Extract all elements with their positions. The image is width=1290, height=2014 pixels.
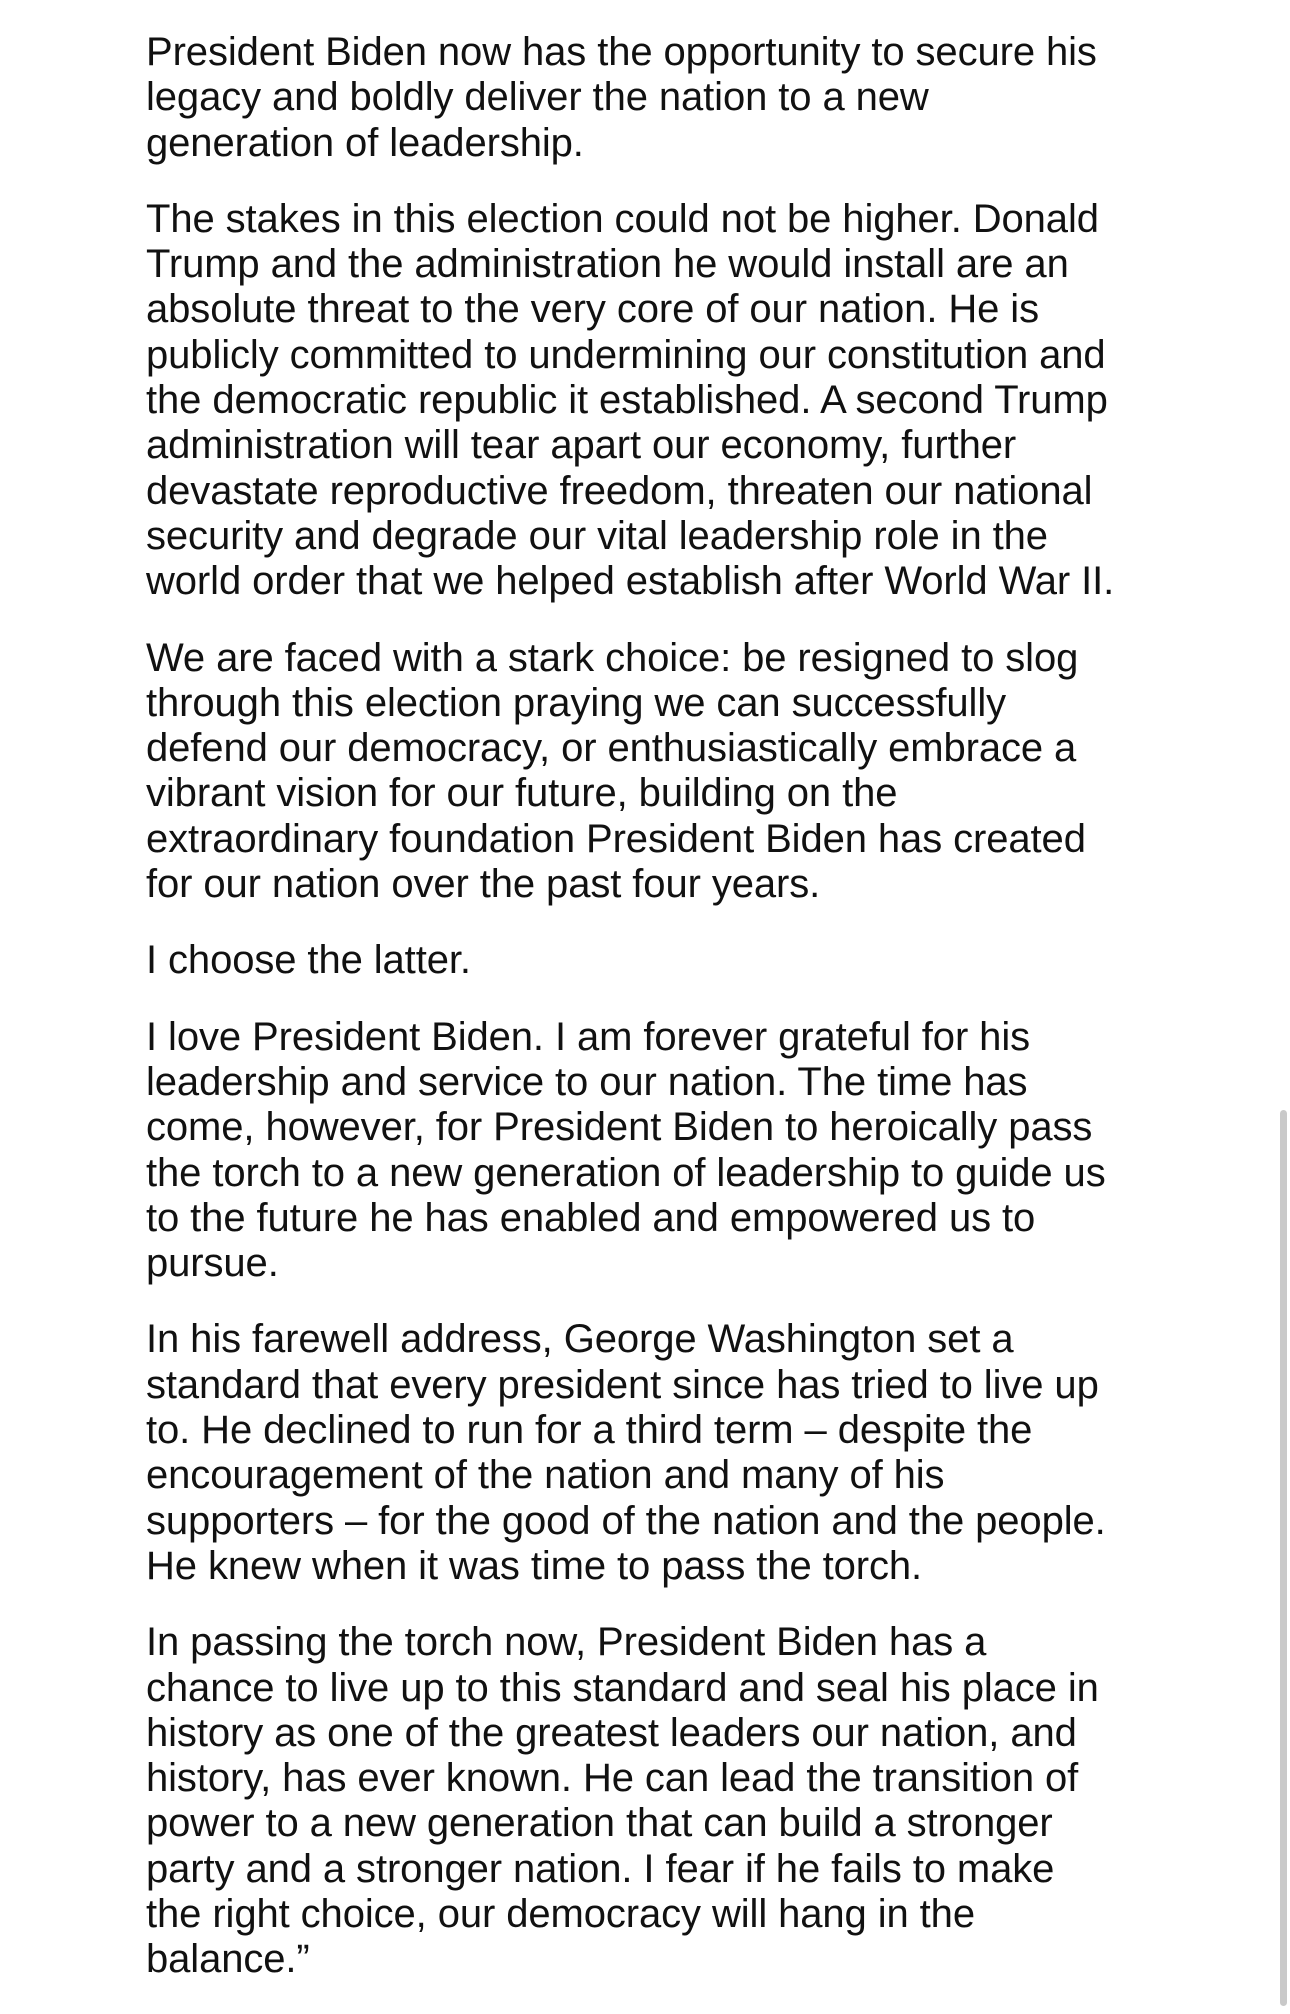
paragraph-stakes: The stakes in this election could not be higher. Donald Trump and the administration he would install are an absolute threat to the very core of our nation. He is publicly committed to undermining our constitution and the democratic republic it established. A second Trump administration will tear apart our economy, further devastate reproductive freedom, threaten our national security and degrade our vital leadership role in the world order that we helped establish after World War II. [146,196,1115,604]
paragraph-washington: In his farewell address, George Washington set a standard that every president since has tried to live up to. He declined to run for a third term – despite the encouragement of the nation and many of his supporters – for the good of the nation and the people. He knew when it was time to pass the torch. [146,1317,1106,1588]
document-body [146,30,1246,2014]
paragraph-choose-latter: I choose the latter. [146,938,471,983]
paragraph-love-president: I love President Biden. I am forever grateful for his leadership and service to our nation. The time has come, however, for President Biden to heroically pass the torch to a new generation of leadership to guide us to the future he has enabled and empowered us to pursue. [146,1014,1106,1286]
vertical-scrollbar[interactable] [1280,1110,1287,2006]
paragraph-opportunity: President Biden now has the opportunity to secure his legacy and boldly deliver the nation to a new generation of leadership. [146,30,1097,165]
paragraph-stark-choice: We are faced with a stark choice: be resigned to slog through this election praying we can successfully defend our democracy, or enthusiastically embrace a vibrant vision for our future, building on the extraordinary foundation President Biden has created for our nation over the past four years. [146,635,1086,907]
paragraph-passing-torch: In passing the torch now, President Biden has a chance to live up to this standard and seal his place in history as one of the greatest leaders our nation, and history, has ever known. He can lead the transition of power to a new generation that can build a stronger party and a stronger nation. I fear if he fails to make the right choice, our democracy will hang in the balance.” [146,1620,1099,1982]
